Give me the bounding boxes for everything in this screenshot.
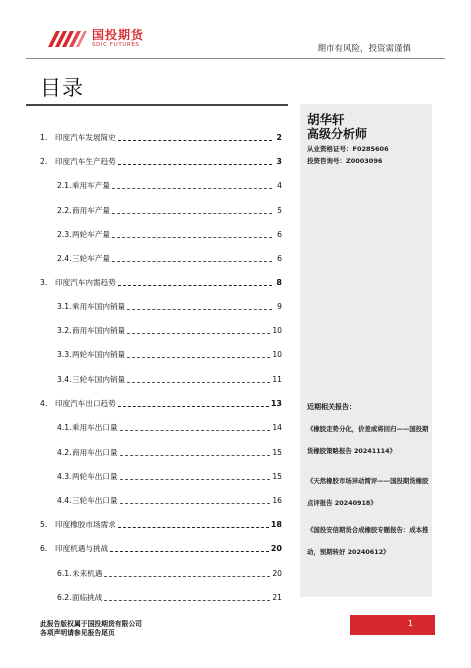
toc-entry-page: 11 (272, 375, 282, 384)
disclaimer-text: 各项声明请参见报告尾页 (40, 629, 115, 637)
toc-entry-number: 4.3. (57, 472, 72, 481)
toc-entry-label: 乘用车产量 (72, 181, 110, 190)
toc-entry-number: 2.2. (57, 206, 72, 215)
toc-entry-number: 2.4. (57, 254, 72, 263)
toc-entry-page: 8 (276, 278, 282, 287)
toc-leader-line (104, 576, 270, 577)
toc-entry-number: 2.1. (57, 181, 72, 190)
toc-entry-label: 印度汽车内需趋势 (55, 278, 116, 287)
toc-leader-line (110, 551, 269, 552)
page-title: 目录 (40, 76, 84, 100)
title-divider (26, 104, 288, 106)
toc-leader-line (120, 455, 271, 456)
toc-entry-label: 面临挑战 (72, 593, 103, 602)
toc-entry-number: 3.1. (57, 302, 72, 311)
consulting-number: 投资咨询号：Z0003096 (307, 157, 383, 165)
toc-entry[interactable] (40, 593, 282, 603)
toc-entry-page: 5 (277, 206, 282, 215)
toc-leader-line (118, 527, 269, 528)
toc-entry-label: 乘用车出口量 (72, 423, 118, 432)
toc-entry-label: 商用车国内销量 (72, 326, 126, 335)
related-report-link[interactable]: 《橡胶走势分化，价差或将回归——国投期货橡胶策略报告 20241114》 (307, 425, 429, 455)
toc-entry[interactable] (40, 133, 282, 143)
toc-entry-number: 3.3. (57, 350, 72, 359)
toc-entry[interactable] (40, 181, 282, 191)
toc-leader-line (127, 357, 270, 358)
toc-entry-page: 6 (277, 254, 282, 263)
toc-entry-number: 2. (40, 157, 48, 166)
toc-leader-line (112, 188, 272, 189)
toc-entry-label: 两轮车出口量 (72, 472, 118, 481)
toc-leader-line (118, 406, 269, 407)
company-logo (46, 27, 144, 49)
related-report-link[interactable]: 《国投安信期货合成橡胶专题报告：成本推动，预期转好 20240612》 (307, 526, 429, 556)
toc-entry-page: 10 (272, 326, 282, 335)
toc-entry[interactable] (40, 520, 282, 530)
toc-entry-number: 6.1. (57, 569, 72, 578)
risk-slogan: 期市有风险，投资需谨慎 (317, 44, 411, 54)
toc-entry-page: 6 (277, 230, 282, 239)
toc-entry-label: 三轮车产量 (72, 254, 110, 263)
toc-leader-line (112, 237, 272, 238)
toc-entry[interactable] (40, 448, 282, 458)
toc-entry-page: 4 (277, 181, 282, 190)
toc-entry-page: 2 (276, 133, 282, 142)
toc-leader-line (120, 479, 271, 480)
toc-entry-label: 印度汽车发展简史 (55, 133, 116, 142)
header-divider (26, 58, 445, 59)
toc-entry-page: 15 (272, 448, 282, 457)
toc-entry-label: 两轮车国内销量 (72, 350, 126, 359)
toc-entry-number: 3.4. (57, 375, 72, 384)
toc-entry-page: 13 (270, 399, 282, 408)
toc-leader-line (127, 382, 270, 383)
toc-entry-label: 商用车产量 (72, 206, 110, 215)
toc-entry[interactable] (40, 254, 282, 264)
toc-entry-label: 乘用车国内销量 (72, 302, 126, 311)
toc-entry[interactable] (40, 230, 282, 240)
toc-entry-label: 两轮车产量 (72, 230, 110, 239)
author-sidebar (300, 104, 432, 597)
toc-entry-page: 18 (270, 520, 282, 529)
page-number: 1 (407, 619, 413, 628)
toc-leader-line (127, 309, 272, 310)
logo-name-cn: 国投期货 (92, 27, 145, 42)
logo-name-en: SDIC FUTURES (92, 41, 140, 48)
toc-entry-page: 21 (272, 593, 282, 602)
page-number-badge (350, 615, 435, 635)
toc-entry[interactable] (40, 278, 282, 288)
toc-entry-number: 5. (40, 520, 48, 529)
toc-entry-page: 9 (277, 302, 282, 311)
toc-leader-line (118, 164, 272, 165)
toc-entry[interactable] (40, 350, 282, 360)
toc-entry-page: 10 (272, 350, 282, 359)
toc-entry-label: 印度汽车生产趋势 (55, 157, 116, 166)
toc-leader-line (118, 140, 272, 141)
toc-entry[interactable] (40, 472, 282, 482)
toc-entry-label: 印度汽车出口趋势 (55, 399, 116, 408)
toc-entry-number: 4.1. (57, 423, 72, 432)
toc-entry-page: 20 (272, 569, 282, 578)
toc-entry-page: 20 (270, 544, 282, 553)
copyright-text: 此报告版权属于国投期货有限公司 (40, 620, 142, 628)
toc-entry-label: 未来机遇 (72, 569, 103, 578)
toc-leader-line (120, 503, 271, 504)
footer-notice (40, 620, 142, 638)
toc-entry[interactable] (40, 206, 282, 216)
toc-entry[interactable] (40, 569, 282, 579)
toc-leader-line (127, 333, 270, 334)
toc-entry-number: 4.4. (57, 496, 72, 505)
toc-leader-line (118, 285, 272, 286)
logo-mark-icon (46, 27, 88, 49)
toc-entry-number: 6.2. (57, 593, 72, 602)
toc-entry-page: 14 (272, 423, 282, 432)
toc-entry-label: 印度橡胶市场需求 (55, 520, 116, 529)
toc-entry[interactable] (40, 302, 282, 312)
qualification-number: 从业资格证号：F0285606 (307, 145, 389, 153)
author-title: 高级分析师 (307, 127, 368, 141)
toc-entry-number: 3.2. (57, 326, 72, 335)
toc-entry[interactable] (40, 326, 282, 336)
toc-entry-label: 印度机遇与挑战 (55, 544, 109, 553)
toc-entry-label: 三轮车国内销量 (72, 375, 126, 384)
toc-entry[interactable] (40, 399, 282, 409)
toc-entry-page: 16 (272, 496, 282, 505)
toc-leader-line (120, 430, 271, 431)
toc-entry-label: 三轮车出口量 (72, 496, 118, 505)
toc-entry-page: 15 (272, 472, 282, 481)
toc-leader-line (112, 213, 272, 214)
related-report-link[interactable]: 《天然橡胶市场异动简评——国投期货橡胶点评报告 20240918》 (307, 477, 429, 507)
toc-leader-line (104, 600, 270, 601)
toc-entry[interactable] (40, 157, 282, 167)
toc-entry[interactable] (40, 423, 282, 433)
toc-entry-page: 3 (276, 157, 282, 166)
toc-entry-label: 商用车出口量 (72, 448, 118, 457)
related-reports-title: 近期相关报告： (307, 403, 356, 411)
toc-entry[interactable] (40, 375, 282, 385)
toc-entry-number: 6. (40, 544, 48, 553)
toc-leader-line (112, 261, 272, 262)
toc-entry[interactable] (40, 544, 282, 554)
toc-entry[interactable] (40, 496, 282, 506)
toc-entry-number: 4.2. (57, 448, 72, 457)
author-name: 胡华轩 (307, 112, 345, 127)
toc-entry-number: 3. (40, 278, 48, 287)
toc-entry-number: 2.3. (57, 230, 72, 239)
toc-entry-number: 1. (40, 133, 48, 142)
toc-entry-number: 4. (40, 399, 48, 408)
